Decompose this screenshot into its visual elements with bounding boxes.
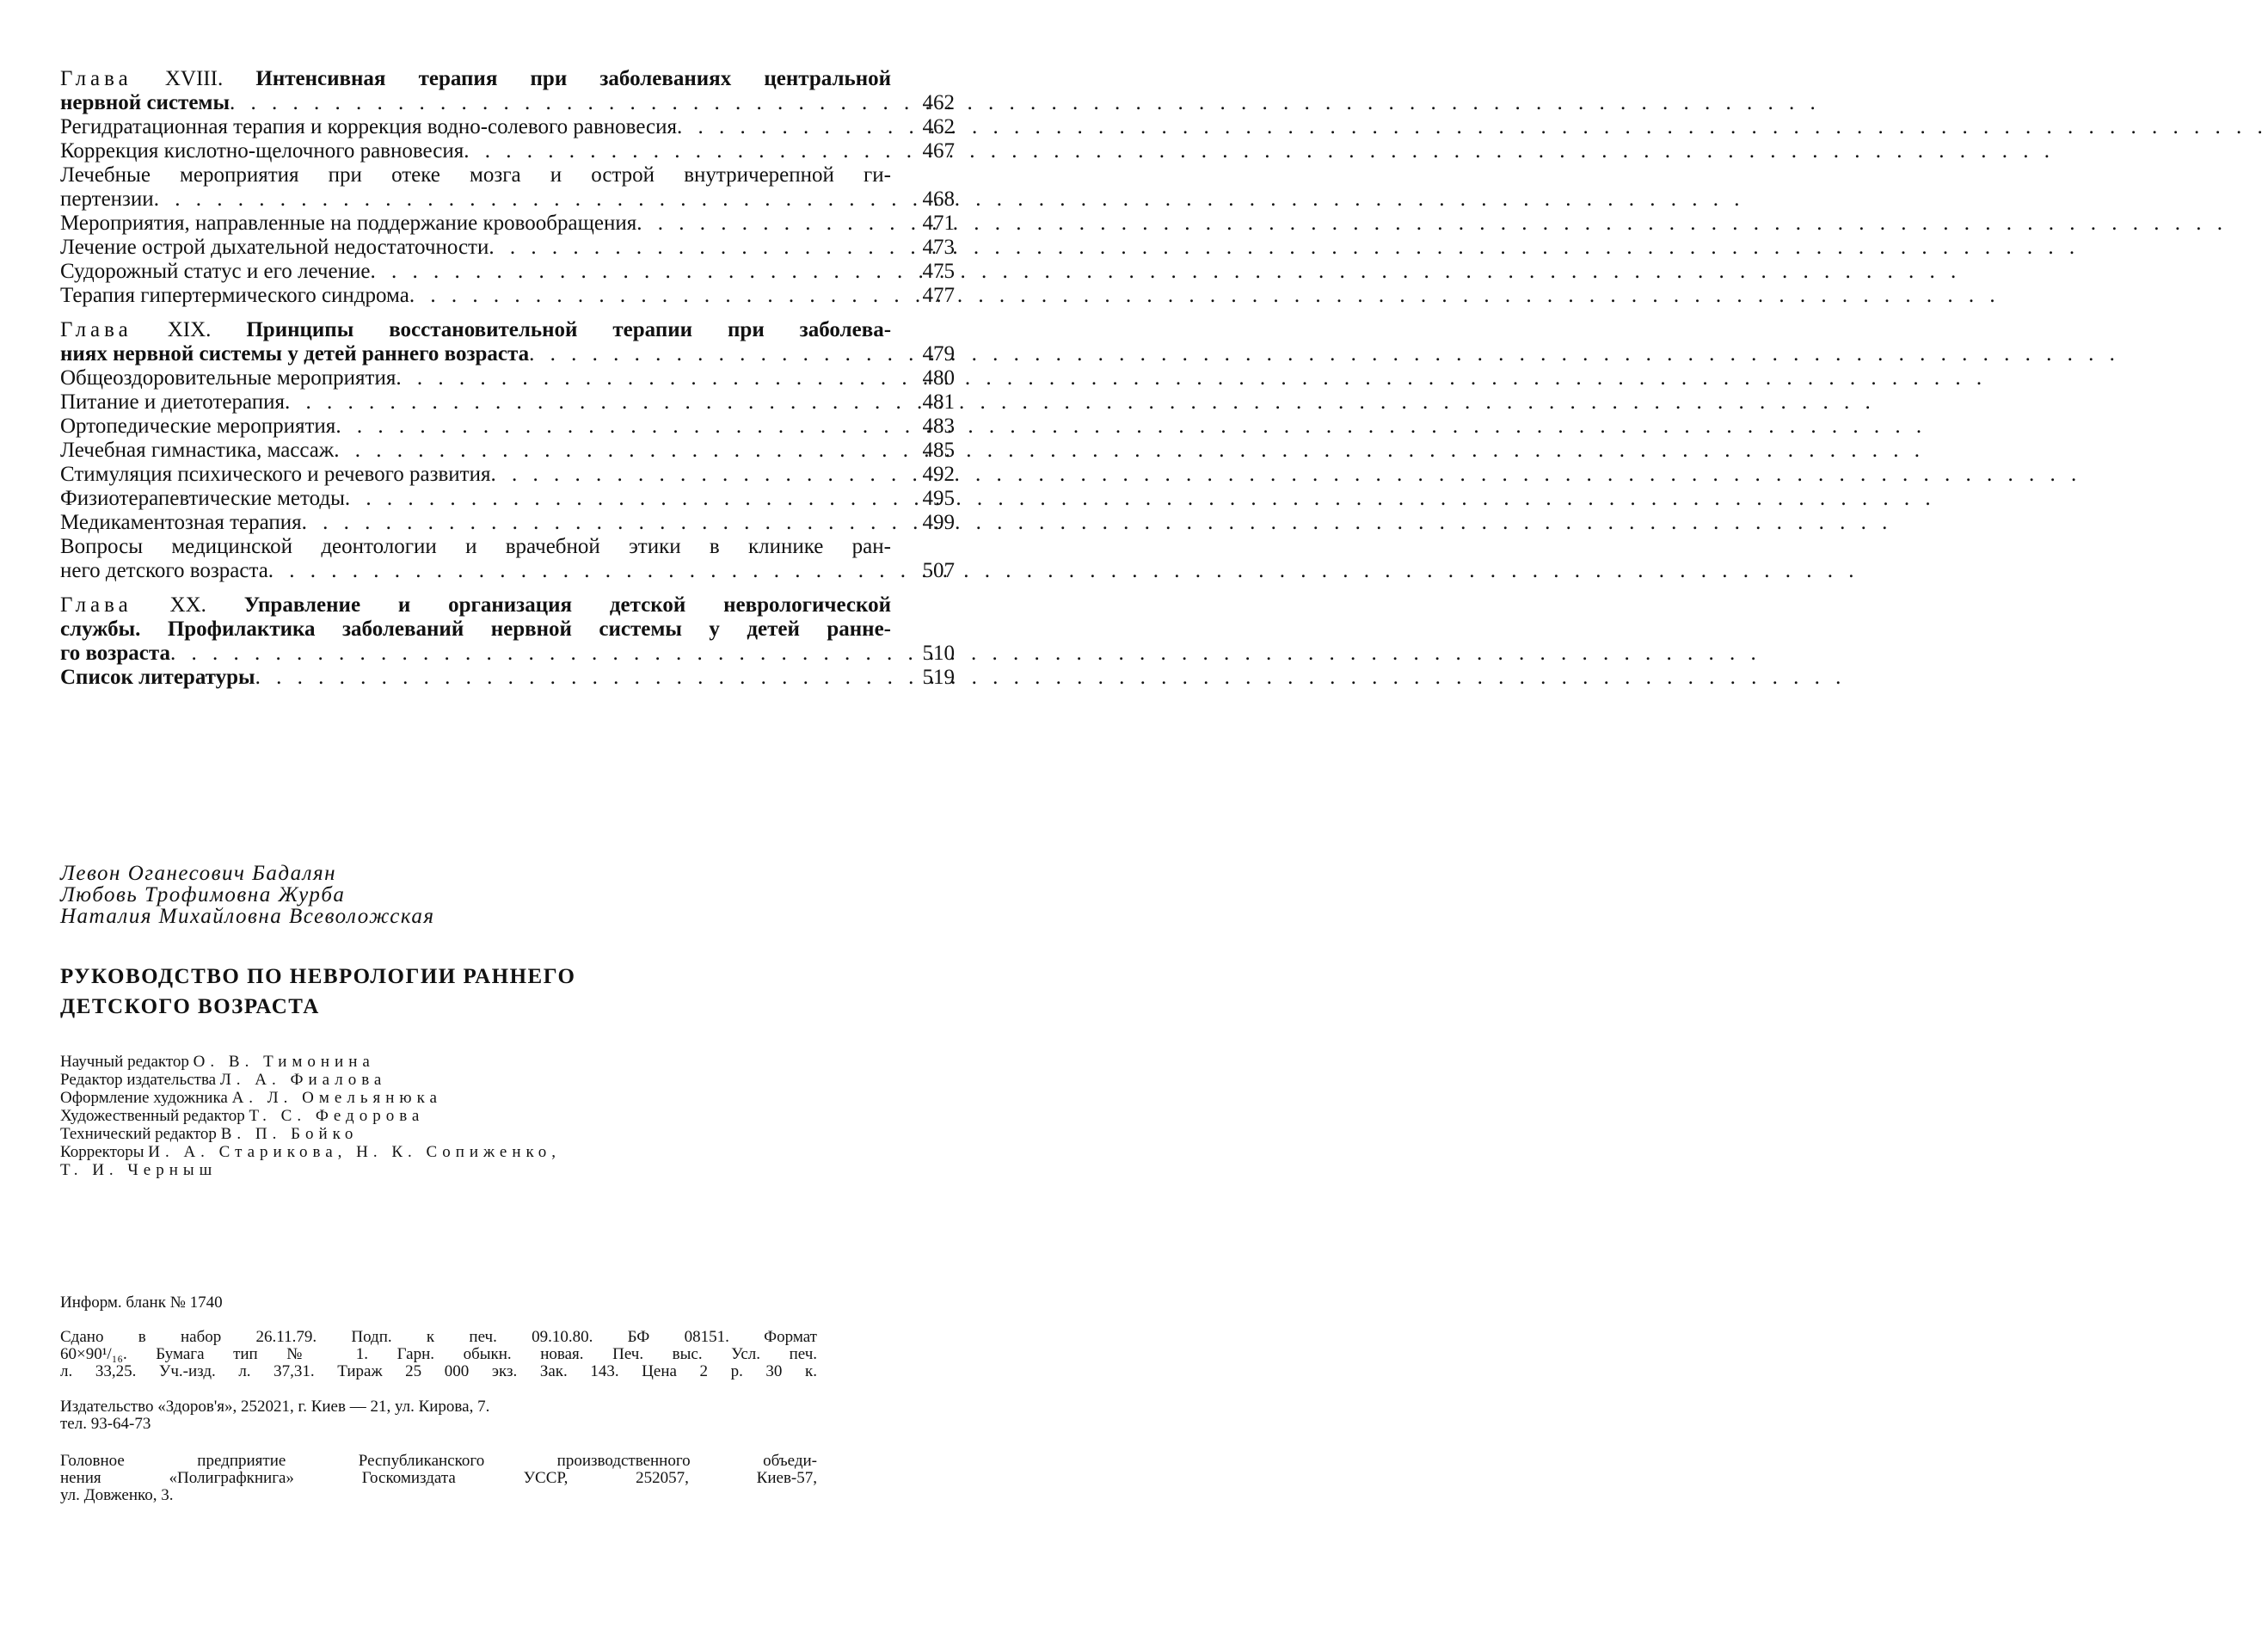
info-blank: Информ. бланк № 1740: [60, 1294, 817, 1312]
toc-entry: Судорожный статус и его лечение: [60, 260, 370, 284]
credit-line: [60, 1089, 561, 1107]
toc-entry-cont: пертензии: [60, 187, 154, 212]
credit-role: Технический редактор: [60, 1125, 217, 1143]
toc-row: [60, 439, 955, 463]
credit-role: Корректоры: [60, 1143, 144, 1161]
toc-entry: Коррекция кислотно-щелочного равновесия: [60, 139, 464, 163]
page-number: 483: [891, 415, 955, 439]
toc-entry: Лечебная гимнастика, массаж: [60, 439, 334, 463]
toc-entry-cont: него детского возраста: [60, 559, 268, 583]
chapter-title: Управление и организация детской неврологической: [244, 593, 891, 617]
credit-name: Л. А. Фиалова: [220, 1071, 387, 1089]
toc-row: [60, 260, 955, 284]
leader-dots: [489, 236, 891, 260]
chapter-title-cont: нервной системы: [60, 91, 230, 115]
leader-dots: [636, 212, 891, 236]
toc-row: [60, 366, 955, 390]
toc-row: [60, 212, 955, 236]
credit-role: Оформление художника: [60, 1089, 228, 1107]
toc-entry: Лечение острой дыхательной недостаточности: [60, 236, 489, 260]
page-number: 480: [891, 366, 955, 390]
credit-name: Т. И. Черныш: [60, 1161, 217, 1179]
toc-row: [60, 236, 955, 260]
toc-entry-line: Вопросы медицинской деонтологии и врачебной этики в клинике ран-: [60, 535, 955, 559]
book-title-line: РУКОВОДСТВО ПО НЕВРОЛОГИИ РАННЕГО: [60, 962, 575, 992]
page-number: 467: [891, 139, 955, 163]
table-of-contents: [60, 67, 955, 700]
print-data-line: 60×90¹/₁₆. Бумага тип № 1. Гарн. обыкн. новая. Печ. выс. Усл. печ.: [60, 1346, 817, 1363]
toc-row: [60, 284, 955, 308]
chapter-title-cont: го возраста: [60, 642, 170, 666]
toc-row: [60, 115, 955, 139]
credit-line: [60, 1107, 561, 1125]
chapter-label: Глава: [60, 318, 132, 341]
page-number: 492: [891, 463, 955, 487]
chapter-number: XX.: [170, 593, 206, 617]
page-number: 499: [891, 511, 955, 535]
credit-name: О. В. Тимонина: [194, 1053, 375, 1071]
author-name: Левон Оганесович Бадалян: [60, 863, 435, 884]
leader-dots: [285, 390, 891, 415]
print-data-line: Сдано в набор 26.11.79. Подп. к печ. 09.10.80. БФ 08151. Формат: [60, 1329, 817, 1346]
printer-line: нения «Полиграфкнига» Госкомиздата УССР, 252057, Киев-57,: [60, 1470, 817, 1487]
page-number: 481: [891, 390, 955, 415]
leader-dots: [334, 439, 891, 463]
credit-name: И. А. Старикова, Н. К. Сопиженко,: [148, 1143, 561, 1161]
credit-line: [60, 1125, 561, 1143]
page-number: 471: [891, 212, 955, 236]
toc-entry: Регидратационная терапия и коррекция водно-солевого равновесия: [60, 115, 677, 139]
toc-entry-line: Лечебные мероприятия при отеке мозга и острой внутричерепной ги-: [60, 163, 955, 187]
leader-dots: [529, 342, 891, 366]
toc-row: [60, 511, 955, 535]
toc-row: [60, 415, 955, 439]
chapter-label: Глава: [60, 67, 132, 90]
page-number: 462: [891, 91, 955, 115]
credit-role: Художественный редактор: [60, 1107, 245, 1125]
leader-dots: [464, 139, 891, 163]
leader-dots: [154, 187, 891, 212]
publisher-info: [60, 1398, 817, 1433]
toc-row: [60, 463, 955, 487]
toc-row: [60, 342, 955, 366]
chapter-heading-line: [60, 593, 955, 618]
leader-dots: [409, 284, 891, 308]
book-title-line: ДЕТСКОГО ВОЗРАСТА: [60, 992, 575, 1022]
book-title: [60, 962, 575, 1022]
page-number: 468: [891, 187, 955, 212]
page-number: 510: [891, 642, 955, 666]
publisher-line: тел. 93-64-73: [60, 1416, 817, 1433]
printer-line: ул. Довженко, 3.: [60, 1487, 817, 1504]
credit-role: Редактор издательства: [60, 1071, 216, 1089]
leader-dots: [490, 463, 891, 487]
toc-entry: Физиотерапевтические методы: [60, 487, 345, 511]
print-data: [60, 1329, 817, 1380]
leader-dots: [268, 559, 891, 583]
author-name: Любовь Трофимовна Журба: [60, 884, 435, 906]
leader-dots: [370, 260, 891, 284]
toc-entry: Мероприятия, направленные на поддержание кровообращения: [60, 212, 636, 236]
print-data-line: л. 33,25. Уч.-изд. л. 37,31. Тираж 25 000 экз. Зак. 143. Цена 2 р. 30 к.: [60, 1363, 817, 1380]
toc-chapter-20: [60, 593, 955, 690]
authors-block: [60, 863, 435, 927]
leader-dots: [335, 415, 891, 439]
toc-row: [60, 559, 955, 583]
editorial-credits: [60, 1053, 561, 1179]
page-number: 479: [891, 342, 955, 366]
leader-dots: [345, 487, 891, 511]
page-number: 462: [891, 115, 955, 139]
chapter-title-cont: ниях нервной системы у детей раннего возраста: [60, 342, 529, 366]
book-page: [0, 0, 1032, 1647]
toc-row: [60, 139, 955, 163]
credit-name: Т. С. Федорова: [249, 1107, 424, 1125]
credit-name: В. П. Бойко: [221, 1125, 359, 1143]
page-number: 477: [891, 284, 955, 308]
leader-dots: [677, 115, 891, 139]
toc-row: [60, 487, 955, 511]
toc-row: [60, 187, 955, 212]
page-number: 475: [891, 260, 955, 284]
toc-entry: Терапия гипертермического синдрома: [60, 284, 409, 308]
toc-entry: Ортопедические мероприятия: [60, 415, 335, 439]
page-number: 485: [891, 439, 955, 463]
credit-name: А. Л. Омельянюка: [232, 1089, 442, 1107]
leader-dots: [255, 666, 891, 690]
credit-line: [60, 1071, 561, 1089]
publisher-line: Издательство «Здоров'я», 252021, г. Киев — 21, ул. Кирова, 7.: [60, 1398, 817, 1416]
credit-line: [60, 1143, 561, 1161]
toc-row: [60, 666, 955, 690]
printer-info: [60, 1453, 817, 1504]
printer-line: Головное предприятие Республиканского производственного объеди-: [60, 1453, 817, 1470]
chapter-title-cont: службы. Профилактика заболеваний нервной системы у детей ранне-: [60, 618, 955, 642]
toc-chapter-19: [60, 318, 955, 583]
chapter-label: Глава: [60, 593, 132, 617]
page-number: 473: [891, 236, 955, 260]
toc-entry: Стимуляция психического и речевого развития: [60, 463, 490, 487]
chapter-heading-line: [60, 67, 955, 91]
chapter-heading-line: [60, 318, 955, 342]
page-number: 495: [891, 487, 955, 511]
toc-entry: Медикаментозная терапия: [60, 511, 302, 535]
credit-line: [60, 1161, 561, 1179]
toc-row: [60, 390, 955, 415]
toc-row: [60, 642, 955, 666]
page-number: 507: [891, 559, 955, 583]
credit-line: [60, 1053, 561, 1071]
chapter-number: XVIII.: [165, 67, 223, 90]
toc-row: [60, 91, 955, 115]
toc-entry: Общеоздоровительные мероприятия: [60, 366, 396, 390]
credit-role: Научный редактор: [60, 1053, 189, 1071]
references-entry: Список литературы: [60, 666, 255, 690]
chapter-title: Интенсивная терапия при заболеваниях центральной: [255, 67, 891, 90]
chapter-number: XIX.: [168, 318, 212, 341]
toc-chapter-18: [60, 67, 955, 308]
leader-dots: [170, 642, 891, 666]
author-name: Наталия Михайловна Всеволожская: [60, 906, 435, 927]
leader-dots: [396, 366, 891, 390]
leader-dots: [302, 511, 891, 535]
toc-entry: Питание и диетотерапия: [60, 390, 285, 415]
chapter-title: Принципы восстановительной терапии при заболева-: [246, 318, 891, 341]
page-number: 519: [891, 666, 955, 690]
leader-dots: [230, 91, 891, 115]
